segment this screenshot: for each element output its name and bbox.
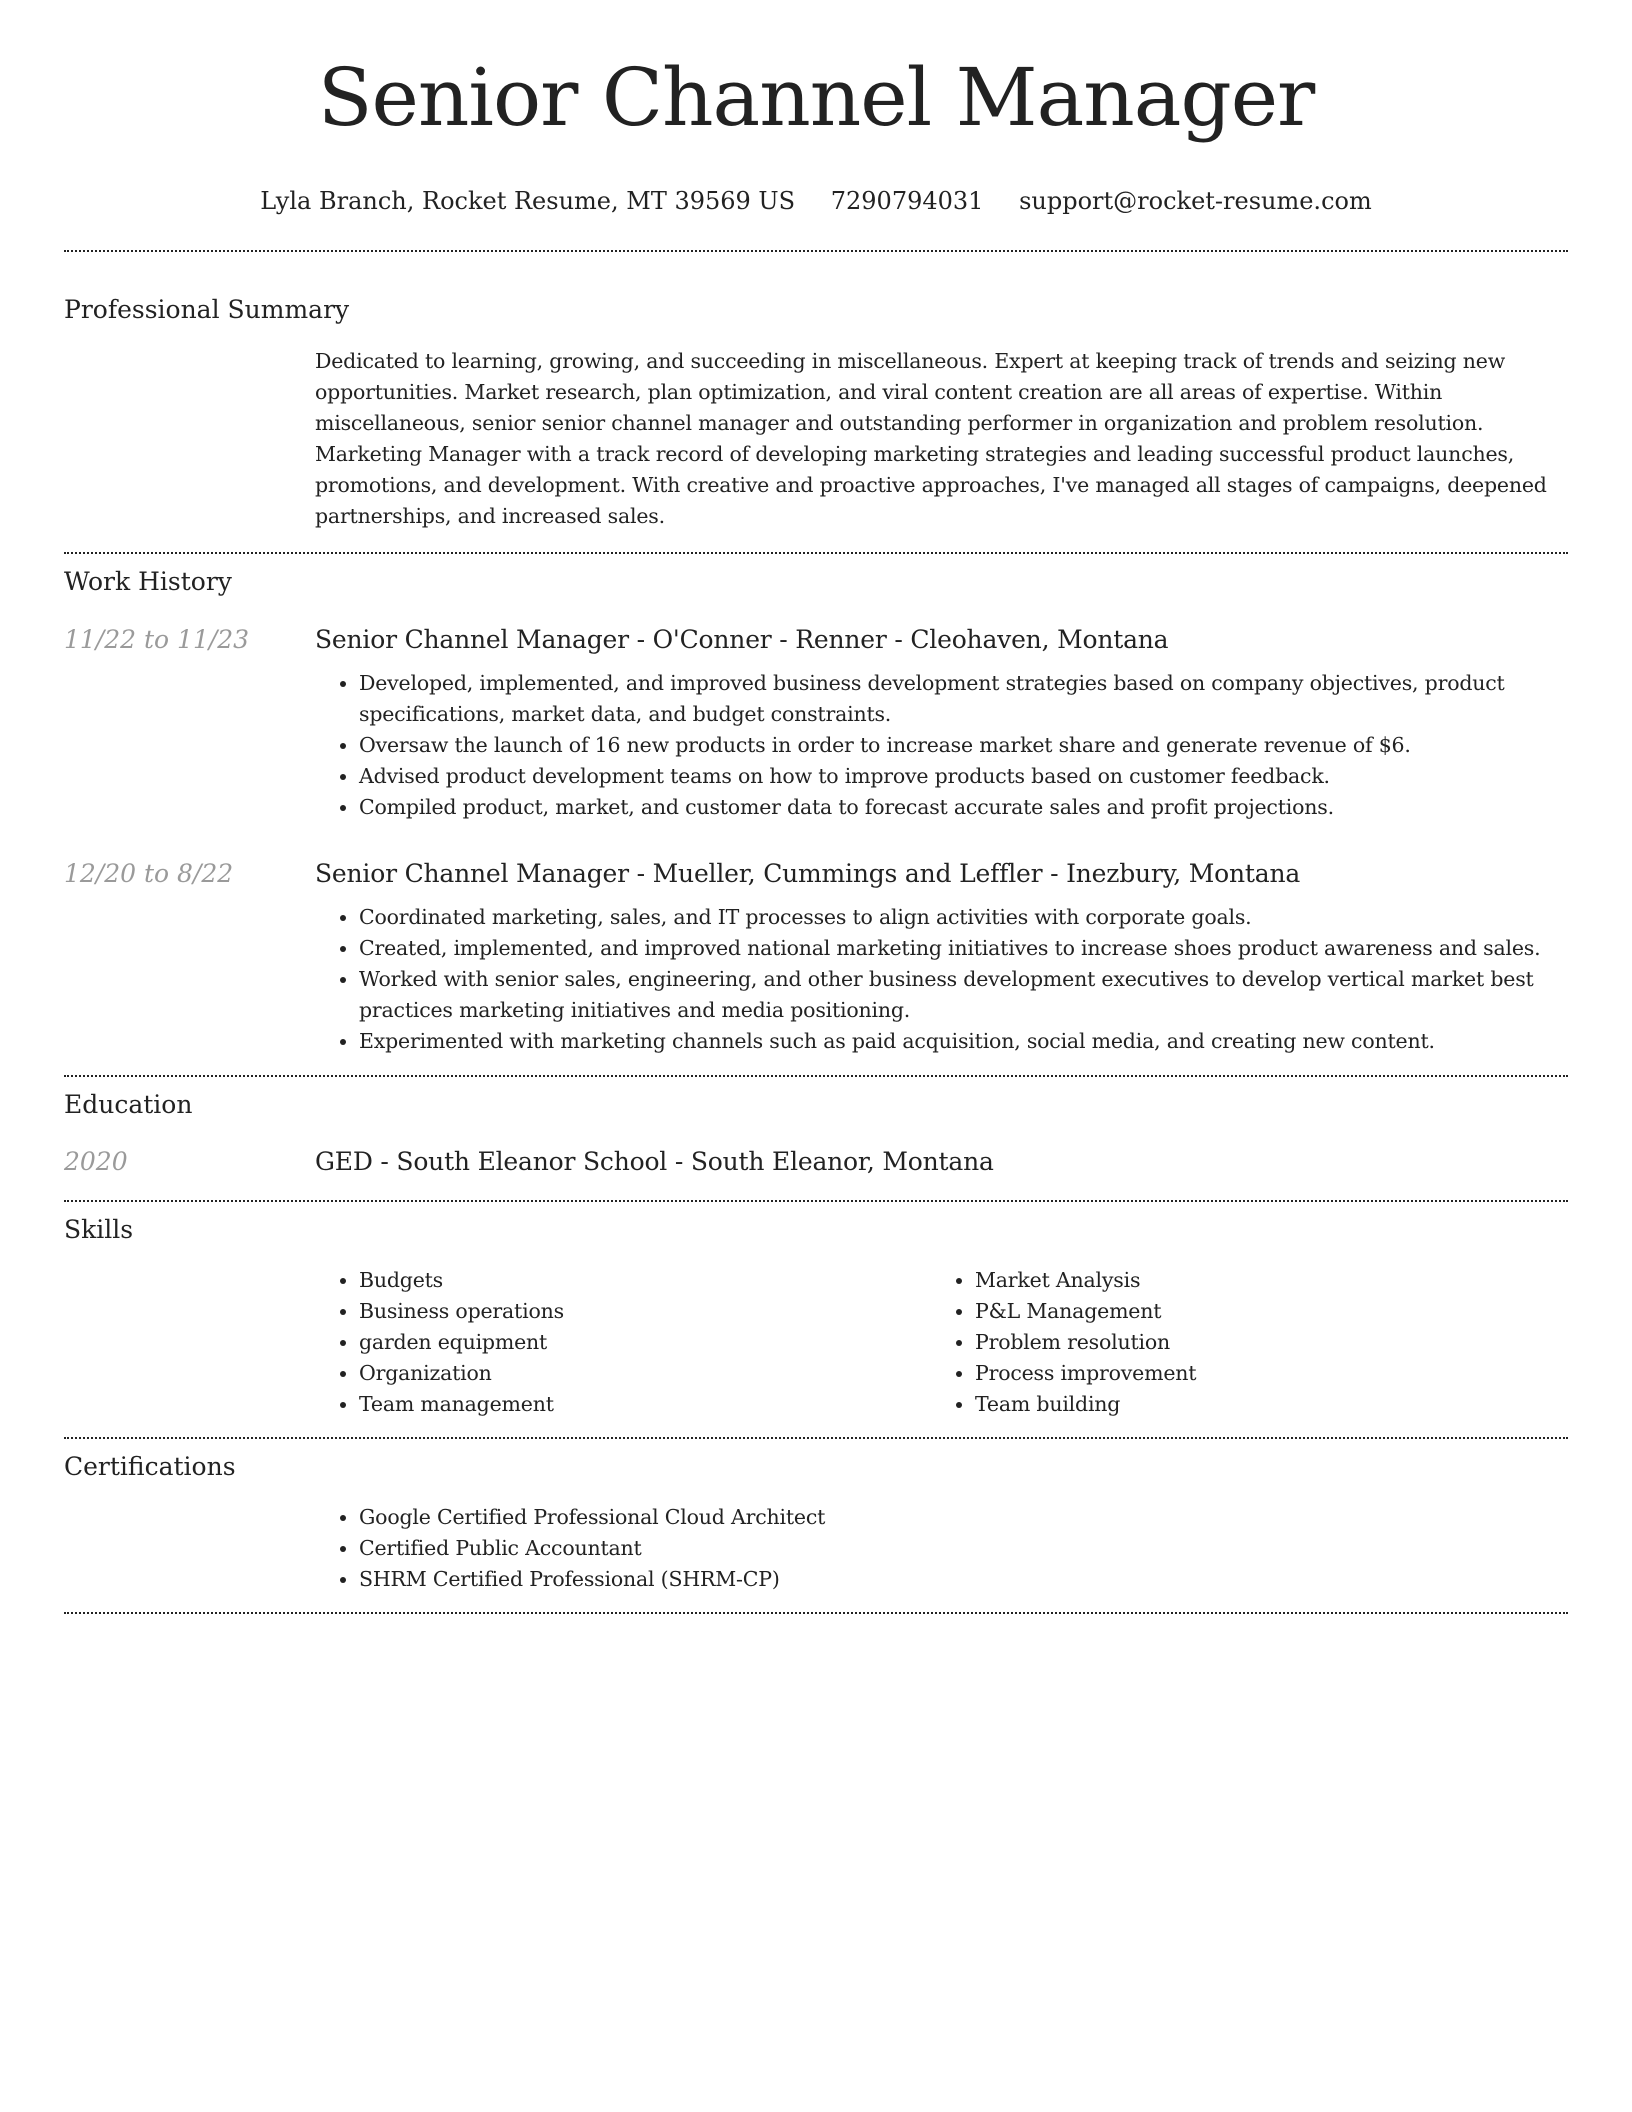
section-divider: [64, 250, 1568, 252]
contact-phone: 7290794031: [830, 187, 984, 215]
job-bullet: • Created, implemented, and improved national marketing initiatives to increase shoes product awareness and sales.: [359, 933, 1568, 964]
job-dates: 11/22 to 11/23: [64, 625, 250, 654]
job-bullets: [315, 668, 1568, 823]
job-bullet: • Worked with senior sales, engineering, and other business development executives to develop vertical market best practices marketing initiatives and media positioning.: [359, 964, 1568, 1026]
skills-heading: Skills: [64, 1215, 134, 1244]
contact-address: Lyla Branch, Rocket Resume, MT 39569 US: [260, 187, 796, 215]
certification-item: • Google Certified Professional Cloud Architect: [359, 1502, 1568, 1533]
section-divider: [64, 1200, 1568, 1202]
certifications-heading: Certifications: [64, 1452, 236, 1481]
contact-line: [64, 184, 1568, 218]
skill-item: • Problem resolution: [975, 1327, 1547, 1358]
certification-item: • Certified Public Accountant: [359, 1533, 1568, 1564]
job-title: Senior Channel Manager - O'Conner - Renner - Cleohaven, Montana: [315, 625, 1169, 654]
job-dates: 12/20 to 8/22: [64, 859, 234, 888]
education-entry: [64, 1144, 1568, 1180]
education-section: [64, 1087, 1568, 1180]
job-title: Senior Channel Manager - Mueller, Cummings and Leffler - Inezbury, Montana: [315, 859, 1301, 888]
certification-item: • SHRM Certified Professional (SHRM-CP): [359, 1564, 1568, 1595]
skill-item: • garden equipment: [359, 1327, 931, 1358]
skill-item: • Budgets: [359, 1265, 931, 1296]
skill-item: • P&L Management: [975, 1296, 1547, 1327]
section-divider: [64, 552, 1568, 554]
section-divider: [64, 1437, 1568, 1439]
section-divider: [64, 1612, 1568, 1614]
skill-item: • Team building: [975, 1389, 1547, 1420]
skills-section: [64, 1212, 1568, 1420]
work-history-heading: Work History: [64, 567, 232, 596]
job-entry: [64, 856, 1568, 1057]
section-divider: [64, 1075, 1568, 1077]
contact-email: support@rocket-resume.com: [1019, 187, 1372, 215]
skill-item: • Process improvement: [975, 1358, 1547, 1389]
education-title: GED - South Eleanor School - South Eleanor, Montana: [315, 1147, 994, 1176]
summary-section: [64, 292, 1568, 532]
job-bullet: • Compiled product, market, and customer data to forecast accurate sales and profit projections.: [359, 792, 1568, 823]
skills-list-right: [931, 1265, 1547, 1420]
education-year: 2020: [64, 1147, 128, 1176]
skill-item: • Team management: [359, 1389, 931, 1420]
skills-list-left: [315, 1265, 931, 1420]
certifications-section: [64, 1449, 1568, 1595]
summary-text: Dedicated to learning, growing, and succeeding in miscellaneous. Expert at keeping track of trends and seizing new opportunities. Market research, plan optimization, and viral content creation are all areas of expertise. Within miscellaneous, senior senior channel manager and outstanding performer in organization and problem resolution. Marketing Manager with a track record of developing marketing strategies and leading successful product launches, promotions, and development. With creative and proactive approaches, I've managed all stages of campaigns, deepened partnerships, and increased sales.: [315, 349, 1547, 528]
education-heading: Education: [64, 1090, 193, 1119]
job-bullet: • Developed, implemented, and improved business development strategies based on company objectives, product specifications, market data, and budget constraints.: [359, 668, 1568, 730]
job-bullet: • Oversaw the launch of 16 new products in order to increase market share and generate revenue of $6.: [359, 730, 1568, 761]
skill-item: • Market Analysis: [975, 1265, 1547, 1296]
resume-page: [64, 0, 1568, 1614]
summary-heading: Professional Summary: [64, 295, 350, 324]
work-history-section: [64, 564, 1568, 1057]
job-bullet: • Experimented with marketing channels such as paid acquisition, social media, and creating new content.: [359, 1026, 1568, 1057]
job-entry: [64, 622, 1568, 823]
resume-title: Senior Channel Manager: [317, 51, 1315, 144]
job-bullets: [315, 902, 1568, 1057]
certifications-list: [315, 1502, 1568, 1595]
skill-item: • Organization: [359, 1358, 931, 1389]
skill-item: • Business operations: [359, 1296, 931, 1327]
job-bullet: • Advised product development teams on how to improve products based on customer feedback.: [359, 761, 1568, 792]
job-bullet: • Coordinated marketing, sales, and IT processes to align activities with corporate goals.: [359, 902, 1568, 933]
